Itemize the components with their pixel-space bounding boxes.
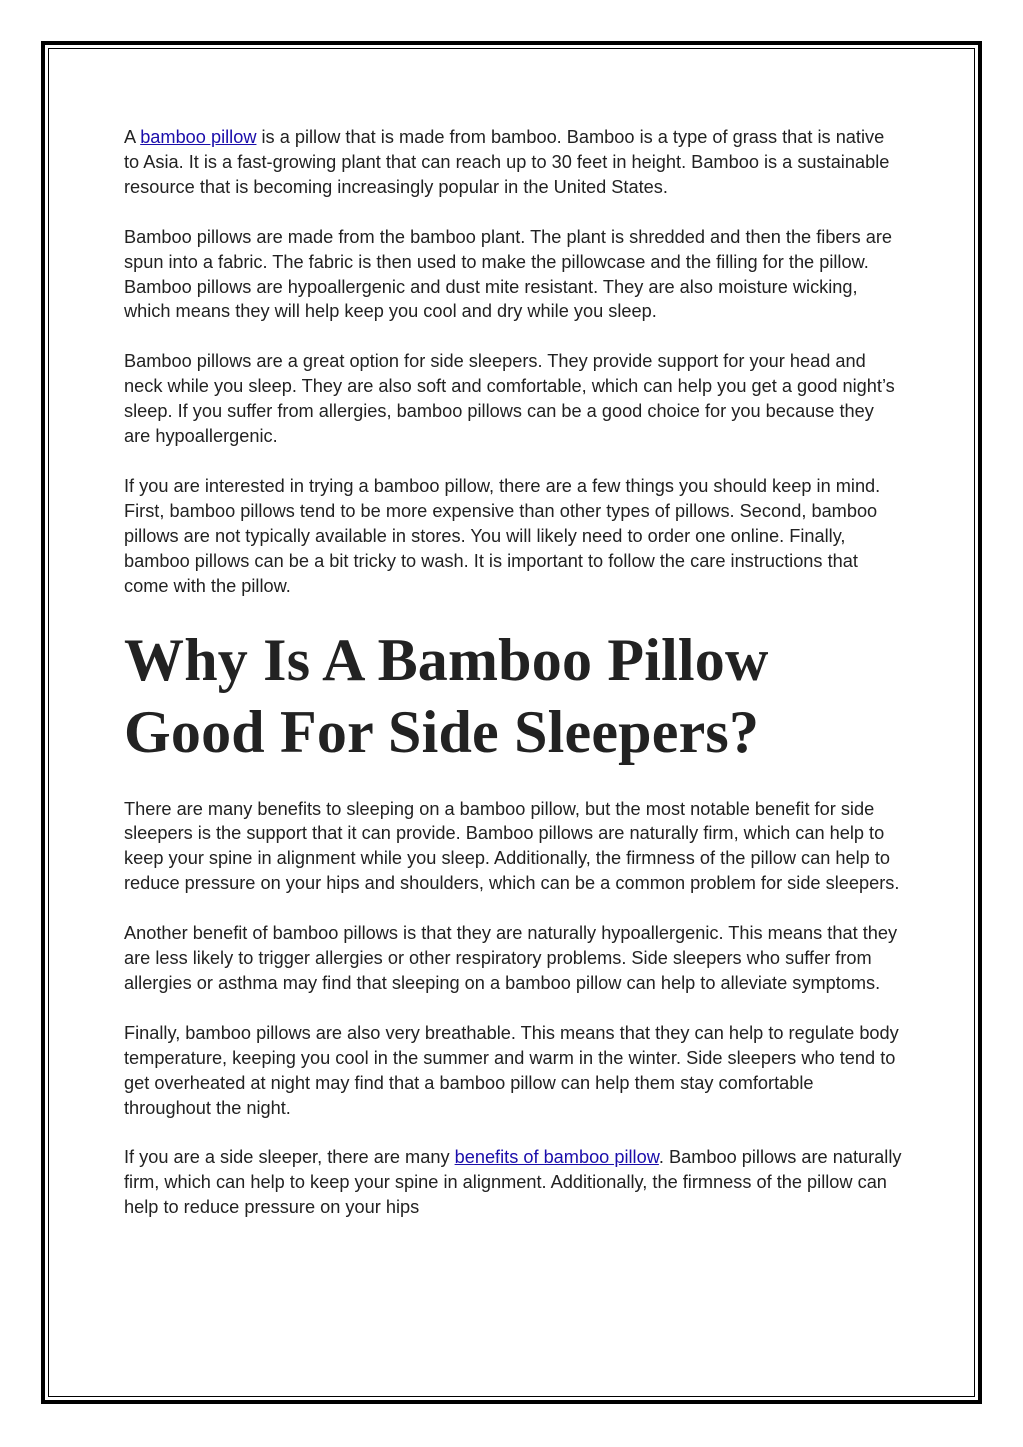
paragraph-intro-4: If you are interested in trying a bamboo pillow, there are a few things you should keep in mind. First, bamboo pillows tend to be more expensive than other types of pillows. Second, bamboo pillows are not typically available in stores. You will likely need to order one online. Finally, bamboo pillows can be a bit tricky to wash. It is important to follow the care instructions that come with the pillow. [124, 475, 881, 596]
bamboo-pillow-link[interactable]: bamboo pillow [140, 127, 257, 147]
paragraph-section-1: There are many benefits to sleeping on a bamboo pillow, but the most notable benefit for side sleepers is the support that it can provide. Bamboo pillows are naturally firm, which can help to keep your spine in alignment while you sleep. Additionally, the firmness of the pillow can help to reduce pressure on your hips and shoulders, which can be a common problem for side sleepers. [124, 798, 900, 894]
section-heading: Why Is A Bamboo Pillow Good For Side Sleepers? [124, 626, 769, 765]
benefits-of-bamboo-pillow-link[interactable]: benefits of bamboo pillow [454, 1147, 659, 1168]
paragraph-intro-2: Bamboo pillows are made from the bamboo plant. The plant is shredded and then the fibers are spun into a fabric. The fabric is then used to make the pillowcase and the filling for the pillow. Bamboo pillows are hypoallergenic and dust mite resistant. They are also moisture wicking, which means they will help keep you cool and dry while you sleep. [124, 226, 893, 322]
paragraph-section-2: Another benefit of bamboo pillows is that they are naturally hypoallergenic. This means that they are less likely to trigger allergies or other respiratory problems. Side sleepers who suffer from allergies or asthma may find that sleeping on a bamboo pillow can help to alleviate symptoms. [124, 923, 898, 993]
paragraph-section-4: If you are a side sleeper, there are many benefits of bamboo pillow. Bamboo pillows are naturally firm, which can help to keep your spine in alignment. Additionally, the firmness of the pillow can help to reduce pressure on your hips [124, 1147, 902, 1218]
paragraph-intro-1: A bamboo pillow is a pillow that is made from bamboo. Bamboo is a type of grass that is native to Asia. It is a fast-growing plant that can reach up to 30 feet in height. Bamboo is a sustainable resource that is becoming increasingly popular in the United States. [124, 127, 890, 197]
document-body [124, 125, 904, 1245]
paragraph-section-3: Finally, bamboo pillows are also very breathable. This means that they can help to regulate body temperature, keeping you cool in the summer and warm in the winter. Side sleepers who tend to get overheated at night may find that a bamboo pillow can help them stay comfortable throughout the night. [124, 1022, 899, 1118]
paragraph-intro-3: Bamboo pillows are a great option for side sleepers. They provide support for your head and neck while you sleep. They are also soft and comfortable, which can help you get a good night’s sleep. If you suffer from allergies, bamboo pillows can be a good choice for you because they are hypoallergenic. [124, 351, 895, 447]
